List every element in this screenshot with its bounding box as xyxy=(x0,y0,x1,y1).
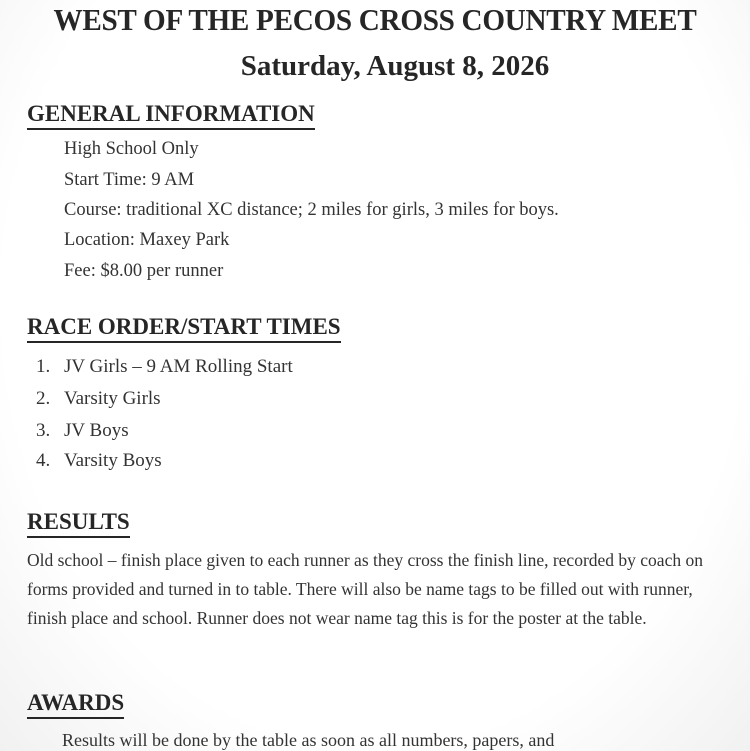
race-item-label: Varsity Boys xyxy=(64,450,162,471)
race-item-label: Varsity Girls xyxy=(64,388,161,409)
general-info-heading: GENERAL INFORMATION xyxy=(27,101,315,130)
race-item-number: 4. xyxy=(36,450,51,471)
meet-date: Saturday, August 8, 2026 xyxy=(240,50,550,82)
info-fee: Fee: $8.00 per runner xyxy=(64,261,224,281)
race-item-label: JV Girls – 9 AM Rolling Start xyxy=(64,356,293,377)
race-item-number: 2. xyxy=(36,388,51,409)
awards-heading: AWARDS xyxy=(27,690,124,719)
race-item xyxy=(36,388,161,410)
meet-title: WEST OF THE PECOS CROSS COUNTRY MEET xyxy=(53,2,697,37)
race-order-heading: RACE ORDER/START TIMES xyxy=(27,314,341,343)
results-heading: RESULTS xyxy=(27,509,130,538)
race-item-number: 3. xyxy=(36,420,51,441)
results-paragraph: Old school – finish place given to each runner as they cross the finish line, recorded by coach on forms provided and turned in to table. There will also be name tags to be filled out with runner, finish place and school. Runner does not wear name tag this is for the poster at the table. xyxy=(27,550,703,628)
info-location: Location: Maxey Park xyxy=(64,230,230,250)
race-item xyxy=(36,450,162,472)
race-item xyxy=(36,356,293,378)
race-item-number: 1. xyxy=(36,356,51,377)
info-level: High School Only xyxy=(64,139,199,159)
race-item xyxy=(36,420,129,442)
awards-paragraph: Results will be done by the table as soon as all numbers, papers, and xyxy=(62,730,555,750)
info-start-time: Start Time: 9 AM xyxy=(64,170,195,190)
race-item-label: JV Boys xyxy=(64,420,129,441)
info-course: Course: traditional XC distance; 2 miles for girls, 3 miles for boys. xyxy=(64,200,559,220)
